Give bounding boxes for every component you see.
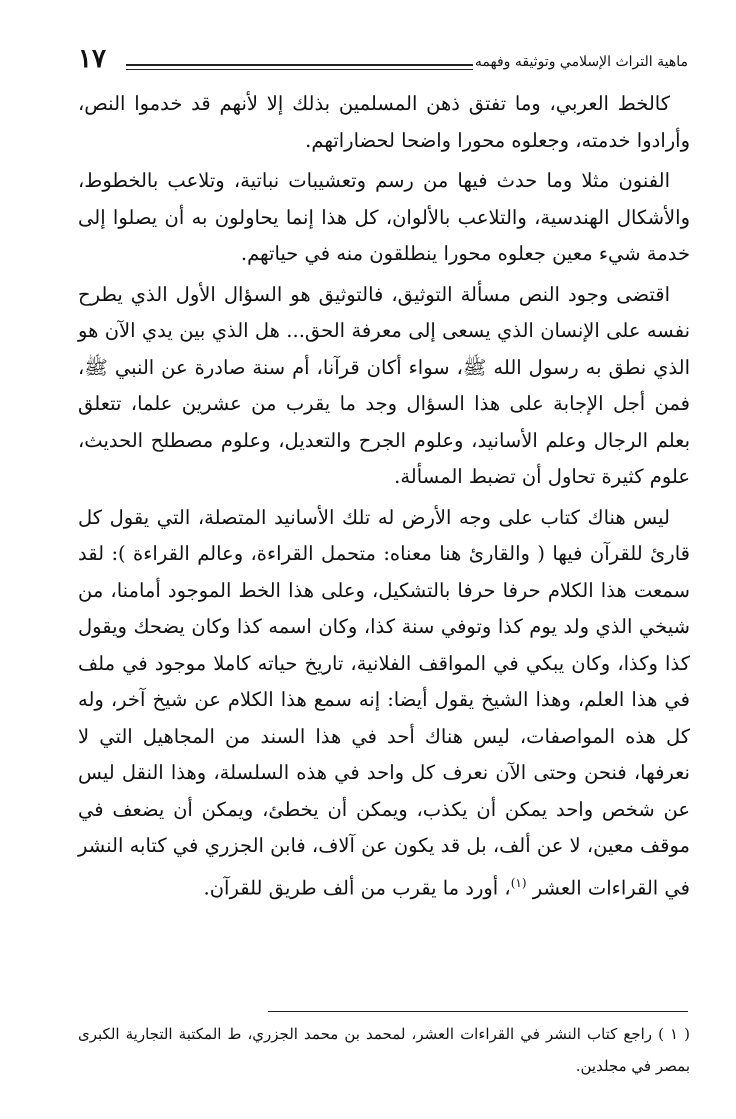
paragraph-4-end: ، أورد ما يقرب من ألف طريق للقرآن.: [203, 876, 511, 899]
running-title: ماهية التراث الإسلامي وتوثيقه وفهمه: [474, 54, 688, 70]
paragraph-4: [78, 500, 690, 907]
header-rule: [126, 64, 473, 70]
paragraph-1: كالخط العربي، وما تفتق ذهن المسلمين بذلك إلا لأنهم قد خدموا النص، وأرادوا خدمته، وجعلوه محورا واضحا لحضاراتهم.: [78, 92, 690, 152]
page-header: [78, 40, 688, 84]
footnote-reference[interactable]: (١): [510, 875, 527, 890]
body-text: [78, 86, 690, 911]
footnote: ( ١ ) راجع كتاب النشر في القراءات العشر، لمحمد بن محمد الجزري، ط المكتبة التجارية الكبرى بمصر في مجلدين.: [78, 1025, 690, 1075]
footnote-rule: [268, 1011, 688, 1012]
paragraph-3: اقتضى وجود النص مسألة التوثيق، فالتوثيق هو السؤال الأول الذي يطرح نفسه على الإنسان الذي يسعى إلى معرفة الحق... هل الذي بين يدي الآن هو الذي نطق به رسول الله ﷺ، سواء أكان قرآنا، أم سنة صادرة عن النبي ﷺ، فمن أجل الإجابة على هذا السؤال وجد ما يقرب من عشرين علما، تتعلق بعلم الرجال وعلم الأسانيد، وعلوم الجرح والتعديل، وعلوم مصطلح الحديث، علوم كثيرة تحاول أن تضبط المسألة.: [78, 282, 690, 488]
page-number: ١٧: [78, 44, 106, 74]
paragraph-2: الفنون مثلا وما حدث فيها من رسم وتعشيبات نباتية، وتلاعب بالخطوط، والأشكال الهندسية، والتلاعب بالألوان، كل هذا إنما يحاولون به أن يصلوا إلى خدمة شيء معين جعلوه محورا ينطلقون منه في حياتهم.: [78, 169, 690, 265]
paragraph-4-text: ليس هناك كتاب على وجه الأرض له تلك الأسانيد المتصلة، التي يقول كل قارئ للقرآن فيها ( والقارئ هنا معناه: متحمل القراءة، وعالم القراءة ): لقد سمعت هذا الكلام حرفا حرفا بالتشكيل، وعلى هذا الخط الموجود أمامنا، من شيخي الذي ولد يوم كذا وتوفي سنة كذا، وكان اسمه كذا وكان يضحك ويقول كذا وكذا، وكان يبكي في المواقف الفلانية، تاريخ حياته كاملا موجود في ملف في هذا العلم، وهذا الشيخ يقول أيضا: إنه سمع هذا الكلام عن شيخ آخر، وله كل هذه المواصفات، ليس هناك أحد في هذا السند من المجاهيل التي لا نعرفها، فنحن وحتى الآن نعرف كل واحد في هذه السلسلة، وهذا النقل ليس عن شخص واحد يمكن أن يكذب، ويمكن أن يخطئ، ويمكن أن يضعف في موقف معين، لا عن ألف، بل قد يكون عن آلاف، فابن الجزري في كتابه النشر في القراءات العشر: [78, 505, 690, 899]
